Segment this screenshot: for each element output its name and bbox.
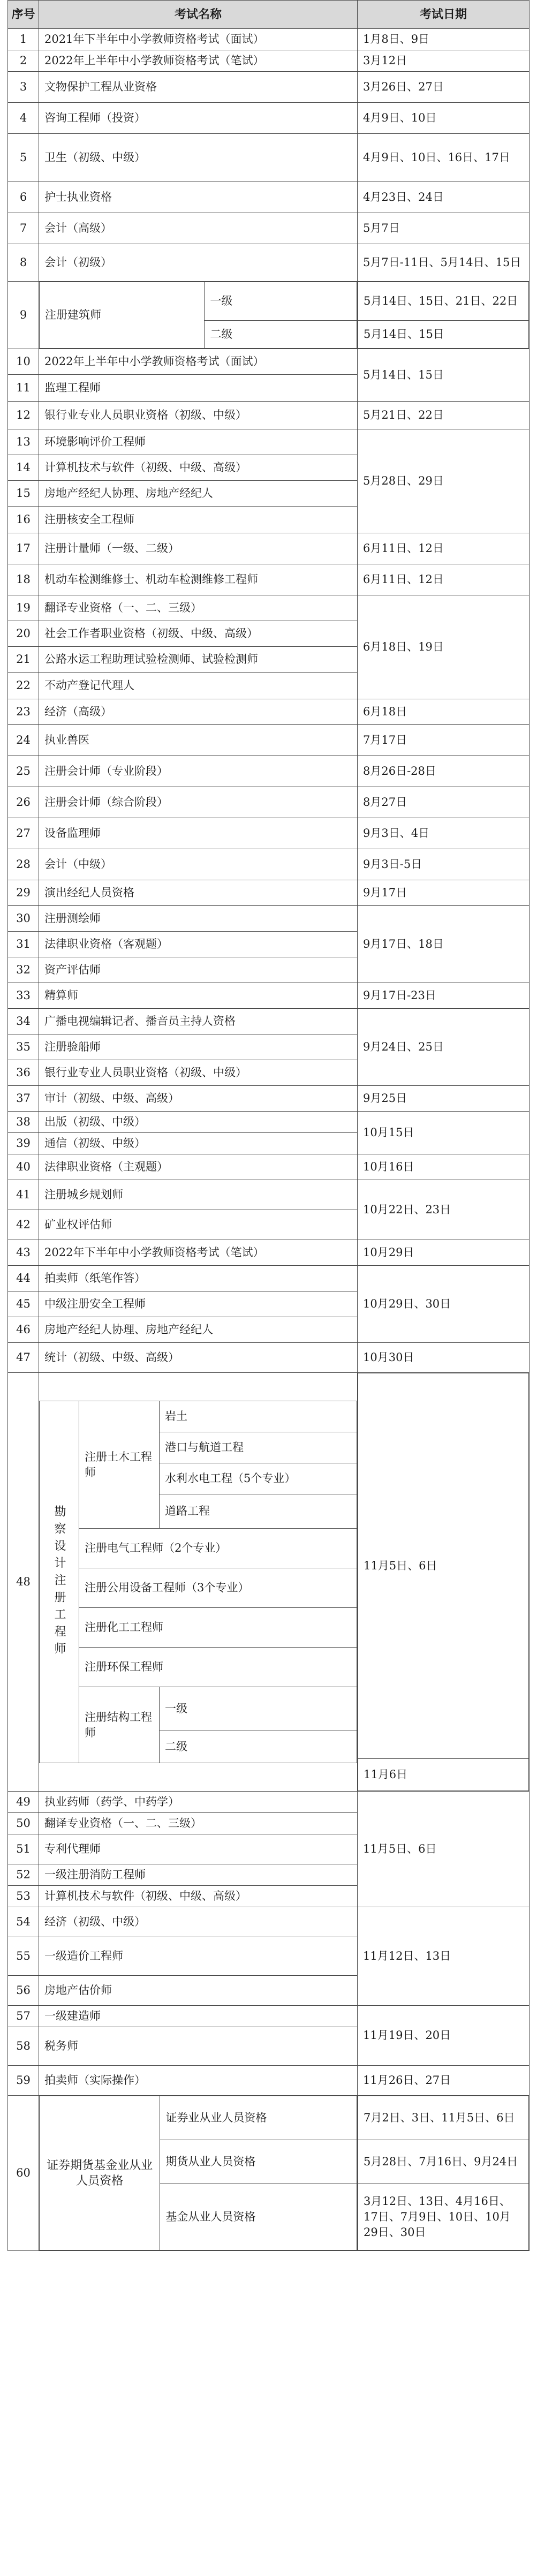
table-row — [8, 72, 530, 103]
row-no: 5 — [8, 134, 39, 182]
row-no: 52 — [8, 1864, 39, 1886]
row-no: 24 — [8, 725, 39, 756]
exam-name: 房地产经纪人协理、房地产经纪人 — [39, 1317, 358, 1343]
exam-name: 专利代理师 — [39, 1834, 358, 1864]
exam-name: 一级建造师 — [39, 2006, 358, 2027]
row-no: 12 — [8, 402, 39, 429]
exam-date: 8月27日 — [358, 787, 530, 818]
exam-name: 统计（初级、中级、高级） — [39, 1343, 358, 1373]
exam-name: 注册结构工程师 — [79, 1687, 160, 1763]
exam-date: 11月12日、13日 — [358, 1907, 530, 2006]
row-no: 42 — [8, 1210, 39, 1240]
table-row — [8, 1240, 530, 1266]
table-row — [8, 182, 530, 213]
row-no: 17 — [8, 533, 39, 564]
exam-name: 注册公用设备工程师（3个专业） — [79, 1568, 357, 1608]
exam-name: 不动产登记代理人 — [39, 673, 358, 699]
exam-name: 拍卖师（纸笔作答） — [39, 1266, 358, 1291]
exam-subname: 道路工程 — [160, 1494, 357, 1529]
row-no: 22 — [8, 673, 39, 699]
exam-name: 房地产估价师 — [39, 1976, 358, 2006]
exam-date: 5月7日 — [358, 213, 530, 244]
exam-date: 11月5日、6日 — [358, 1373, 529, 1759]
row-no: 29 — [8, 880, 39, 906]
exam-name: 计算机技术与软件（初级、中级、高级） — [39, 1886, 358, 1907]
row-no: 16 — [8, 507, 39, 533]
table-row — [8, 213, 530, 244]
row-no: 58 — [8, 2027, 39, 2066]
exam-subname: 基金从业人员资格 — [160, 2184, 357, 2250]
table-row — [8, 595, 530, 621]
exam-name: 注册会计师（综合阶段） — [39, 787, 358, 818]
row-no: 60 — [8, 2096, 39, 2251]
exam-name: 执业药师（药学、中药学） — [39, 1792, 358, 1813]
exam-date: 5月14日、15日 — [358, 349, 530, 402]
row-no: 43 — [8, 1240, 39, 1266]
exam-date: 11月26日、27日 — [358, 2066, 530, 2096]
row-no: 39 — [8, 1133, 39, 1154]
table-row — [8, 29, 530, 50]
exam-date: 8月26日-28日 — [358, 756, 530, 787]
exam-date: 6月11日、12日 — [358, 533, 530, 564]
table-row — [8, 1009, 530, 1034]
exam-subname: 一级 — [160, 1687, 357, 1731]
exam-date: 9月17日 — [358, 880, 530, 906]
table-row — [8, 1792, 530, 1813]
exam-name: 注册计量师（一级、二级） — [39, 533, 358, 564]
exam-date: 6月18日 — [358, 699, 530, 725]
row-no: 20 — [8, 621, 39, 647]
exam-name: 监理工程师 — [39, 375, 358, 402]
exam-date: 3月26日、27日 — [358, 72, 530, 103]
exam-name: 2022年上半年中小学教师资格考试（面试） — [39, 349, 358, 375]
exam-date: 10月29日、30日 — [358, 1266, 530, 1343]
exam-date: 5月14日、15日、21日、22日 — [358, 282, 529, 321]
exam-name: 矿业权评估师 — [39, 1210, 358, 1240]
row-no: 1 — [8, 29, 39, 50]
table-row — [8, 983, 530, 1009]
exam-date: 11月19日、20日 — [358, 2006, 530, 2066]
exam-date: 10月30日 — [358, 1343, 530, 1373]
row-no: 56 — [8, 1976, 39, 2006]
exam-group-name: 勘察设计注册工程师 — [52, 1505, 66, 1659]
exam-date: 9月17日-23日 — [358, 983, 530, 1009]
table-header-row — [8, 1, 530, 29]
table-row — [8, 50, 530, 72]
row-no: 49 — [8, 1792, 39, 1813]
exam-subname: 一级 — [205, 282, 357, 321]
row-no: 10 — [8, 349, 39, 375]
row-no: 59 — [8, 2066, 39, 2096]
header-name: 考试名称 — [39, 1, 358, 29]
exam-name: 法律职业资格（客观题） — [39, 932, 358, 957]
exam-date: 4月23日、24日 — [358, 182, 530, 213]
exam-date: 9月3日、4日 — [358, 818, 530, 849]
row-no: 28 — [8, 849, 39, 880]
row-no: 34 — [8, 1009, 39, 1034]
exam-subname: 证券业从业人员资格 — [160, 2096, 357, 2140]
table-row — [8, 1907, 530, 1937]
exam-name: 注册土木工程师 — [79, 1401, 160, 1529]
exam-name: 资产评估师 — [39, 957, 358, 983]
exam-date: 5月14日、15日 — [358, 321, 529, 349]
table-row — [8, 849, 530, 880]
exam-name: 社会工作者职业资格（初级、中级、高级） — [39, 621, 358, 647]
exam-name: 银行业专业人员职业资格（初级、中级） — [39, 1060, 358, 1086]
table-row — [8, 349, 530, 375]
exam-date: 4月9日、10日 — [358, 103, 530, 134]
table-row — [8, 1180, 530, 1210]
table-row — [8, 880, 530, 906]
row-no: 23 — [8, 699, 39, 725]
row-no: 44 — [8, 1266, 39, 1291]
exam-name: 精算师 — [39, 983, 358, 1009]
exam-name: 一级注册消防工程师 — [39, 1864, 358, 1886]
exam-date: 9月25日 — [358, 1086, 530, 1112]
exam-date: 4月9日、10日、16日、17日 — [358, 134, 530, 182]
table-row — [8, 906, 530, 932]
row-no: 51 — [8, 1834, 39, 1864]
row-no: 9 — [8, 282, 39, 349]
row-no: 8 — [8, 244, 39, 282]
table-row — [8, 282, 530, 349]
exam-name: 翻译专业资格（一、二、三级） — [39, 595, 358, 621]
exam-name: 注册化工工程师 — [79, 1608, 357, 1648]
exam-date: 6月18日、19日 — [358, 595, 530, 699]
exam-name: 通信（初级、中级） — [39, 1133, 358, 1154]
header-no: 序号 — [8, 1, 39, 29]
table-row — [8, 699, 530, 725]
exam-name: 环境影响评价工程师 — [39, 429, 358, 455]
exam-group-label — [40, 1401, 79, 1763]
row-no: 35 — [8, 1034, 39, 1060]
exam-date: 10月29日 — [358, 1240, 530, 1266]
exam-date: 5月28日、7月16日、9月24日 — [358, 2140, 529, 2184]
exam-name: 一级造价工程师 — [39, 1937, 358, 1976]
exam-name: 机动车检测维修士、机动车检测维修工程师 — [39, 564, 358, 595]
table-row — [8, 564, 530, 595]
exam-name: 执业兽医 — [39, 725, 358, 756]
exam-date: 3月12日 — [358, 50, 530, 72]
row-no: 18 — [8, 564, 39, 595]
exam-name-group — [39, 2096, 358, 2251]
exam-name: 演出经纪人员资格 — [39, 880, 358, 906]
table-row — [8, 402, 530, 429]
exam-date: 10月22日、23日 — [358, 1180, 530, 1240]
row-no: 2 — [8, 50, 39, 72]
exam-date: 9月17日、18日 — [358, 906, 530, 983]
exam-name: 注册会计师（专业阶段） — [39, 756, 358, 787]
exam-subname: 期货从业人员资格 — [160, 2140, 357, 2184]
exam-date: 11月6日 — [358, 1759, 529, 1791]
exam-subname: 岩土 — [160, 1401, 357, 1432]
header-date: 考试日期 — [358, 1, 530, 29]
table-row — [8, 103, 530, 134]
exam-name: 注册城乡规划师 — [39, 1180, 358, 1210]
table-row — [8, 533, 530, 564]
exam-name: 注册验船师 — [39, 1034, 358, 1060]
exam-date: 10月15日 — [358, 1112, 530, 1154]
exam-name: 注册测绘师 — [39, 906, 358, 932]
exam-name: 公路水运工程助理试验检测师、试验检测师 — [39, 647, 358, 673]
table-row — [8, 725, 530, 756]
row-no: 53 — [8, 1886, 39, 1907]
table-row — [8, 1112, 530, 1133]
row-no: 7 — [8, 213, 39, 244]
exam-name: 2021年下半年中小学教师资格考试（面试） — [39, 29, 358, 50]
row-no: 4 — [8, 103, 39, 134]
exam-date: 11月5日、6日 — [358, 1792, 530, 1907]
table-row — [8, 2096, 530, 2251]
row-no: 45 — [8, 1291, 39, 1317]
exam-subname: 水利水电工程（5个专业） — [160, 1463, 357, 1494]
row-no: 50 — [8, 1813, 39, 1834]
exam-name: 法律职业资格（主观题） — [39, 1154, 358, 1180]
exam-name: 卫生（初级、中级） — [39, 134, 358, 182]
exam-name: 中级注册安全工程师 — [39, 1291, 358, 1317]
exam-name: 拍卖师（实际操作） — [39, 2066, 358, 2096]
table-row — [8, 756, 530, 787]
row-no: 27 — [8, 818, 39, 849]
exam-name: 经济（初级、中级） — [39, 1907, 358, 1937]
exam-name: 计算机技术与软件（初级、中级、高级） — [39, 455, 358, 481]
exam-name: 咨询工程师（投资） — [39, 103, 358, 134]
exam-subname: 港口与航道工程 — [160, 1432, 357, 1463]
exam-name: 证券期货基金业从业人员资格 — [40, 2096, 160, 2250]
exam-date: 6月11日、12日 — [358, 564, 530, 595]
exam-schedule-table — [7, 0, 530, 2251]
exam-name: 注册环保工程师 — [79, 1648, 357, 1687]
exam-name: 经济（高级） — [39, 699, 358, 725]
row-no: 40 — [8, 1154, 39, 1180]
row-no: 6 — [8, 182, 39, 213]
row-no: 54 — [8, 1907, 39, 1937]
row-no: 21 — [8, 647, 39, 673]
exam-name: 注册电气工程师（2个专业） — [79, 1529, 357, 1568]
exam-name: 税务师 — [39, 2027, 358, 2066]
table-row — [8, 244, 530, 282]
table-row — [8, 1373, 530, 1792]
exam-name: 护士执业资格 — [39, 182, 358, 213]
row-no: 55 — [8, 1937, 39, 1976]
exam-date: 10月16日 — [358, 1154, 530, 1180]
table-row — [8, 818, 530, 849]
exam-name: 设备监理师 — [39, 818, 358, 849]
row-no: 57 — [8, 2006, 39, 2027]
exam-name: 翻译专业资格（一、二、三级） — [39, 1813, 358, 1834]
row-no: 33 — [8, 983, 39, 1009]
exam-name: 2022年上半年中小学教师资格考试（笔试） — [39, 50, 358, 72]
row-no: 36 — [8, 1060, 39, 1086]
table-row — [8, 429, 530, 455]
exam-name: 会计（高级） — [39, 213, 358, 244]
exam-date-group — [358, 2096, 530, 2251]
table-row — [8, 1343, 530, 1373]
exam-name: 审计（初级、中级、高级） — [39, 1086, 358, 1112]
table-row — [8, 134, 530, 182]
exam-date: 9月24日、25日 — [358, 1009, 530, 1086]
row-no: 32 — [8, 957, 39, 983]
table-row — [8, 787, 530, 818]
exam-date: 5月28日、29日 — [358, 429, 530, 533]
exam-date: 5月7日-11日、5月14日、15日 — [358, 244, 530, 282]
table-row — [8, 2006, 530, 2027]
exam-subname: 二级 — [160, 1731, 357, 1763]
exam-name-group — [39, 1373, 358, 1792]
row-no: 3 — [8, 72, 39, 103]
row-no: 11 — [8, 375, 39, 402]
exam-name: 银行业专业人员职业资格（初级、中级） — [39, 402, 358, 429]
table-row — [8, 1154, 530, 1180]
table-row — [8, 1086, 530, 1112]
row-no: 46 — [8, 1317, 39, 1343]
exam-name: 2022年下半年中小学教师资格考试（笔试） — [39, 1240, 358, 1266]
row-no: 30 — [8, 906, 39, 932]
exam-date: 7月2日、3日、11月5日、6日 — [358, 2096, 529, 2140]
exam-date: 5月21日、22日 — [358, 402, 530, 429]
row-no: 37 — [8, 1086, 39, 1112]
row-no: 13 — [8, 429, 39, 455]
exam-name: 房地产经纪人协理、房地产经纪人 — [39, 481, 358, 507]
row-no: 31 — [8, 932, 39, 957]
row-no: 47 — [8, 1343, 39, 1373]
exam-date: 7月17日 — [358, 725, 530, 756]
row-no: 41 — [8, 1180, 39, 1210]
table-row — [8, 2066, 530, 2096]
exam-name: 广播电视编辑记者、播音员主持人资格 — [39, 1009, 358, 1034]
row-no: 15 — [8, 481, 39, 507]
exam-name: 会计（初级） — [39, 244, 358, 282]
row-no: 25 — [8, 756, 39, 787]
exam-date: 3月12日、13日、4月16日、17日、7月9日、10日、10月29日、30日 — [358, 2184, 529, 2250]
row-no: 48 — [8, 1373, 39, 1792]
exam-name: 出版（初级、中级） — [39, 1112, 358, 1133]
exam-name: 会计（中级） — [39, 849, 358, 880]
exam-date-group — [358, 1373, 530, 1792]
row-no: 19 — [8, 595, 39, 621]
exam-name-group — [39, 282, 358, 349]
row-no: 38 — [8, 1112, 39, 1133]
table-row — [8, 1266, 530, 1291]
row-no: 14 — [8, 455, 39, 481]
exam-subname: 二级 — [205, 321, 357, 349]
exam-name: 文物保护工程从业资格 — [39, 72, 358, 103]
exam-name: 注册建筑师 — [40, 282, 205, 349]
exam-date: 1月8日、9日 — [358, 29, 530, 50]
exam-date: 9月3日-5日 — [358, 849, 530, 880]
exam-date-group — [358, 282, 530, 349]
exam-name: 注册核安全工程师 — [39, 507, 358, 533]
row-no: 26 — [8, 787, 39, 818]
